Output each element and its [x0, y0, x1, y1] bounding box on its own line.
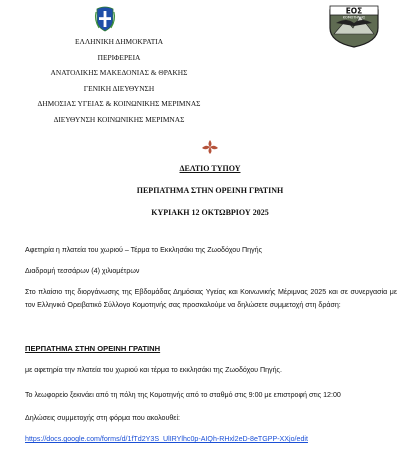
logo-subtext: ΚΟΜΟΤΗΝΗΣ	[342, 15, 366, 20]
authority-line: ΔΙΕΥΘΥΝΣΗ ΚΟΙΝΩΝΙΚΗΣ ΜΕΡΙΜΝΑΣ	[53, 114, 185, 124]
press-release-title: ΔΕΛΤΙΟ ΤΥΠΟΥ	[179, 164, 241, 173]
start-line: με αφετηρία την πλατεία του χωριού και τέρμα το εκκλησάκι της Ζωοδόχου Πηγής.	[25, 366, 282, 374]
duration-line: Διαδρομή τεσσάρων (4) χιλιομέτρων	[25, 267, 140, 275]
issuing-authority	[14, 34, 224, 128]
logo-text: ΕΟΣ	[345, 6, 363, 16]
authority-line: ΑΝΑΤΟΛΙΚΗΣ ΜΑΚΕΔΟΝΙΑΣ & ΘΡΑΚΗΣ	[50, 68, 188, 78]
form-prompt: Δηλώσεις συμμετοχής στη φόρμα που ακολουθεί:	[25, 414, 180, 422]
authority-line: ΕΛΛΗΝΙΚΗ ΔΗΜΟΚΡΑΤΙΑ	[74, 37, 164, 46]
authority-line: ΠΕΡΙΦΕΡΕΙΑ	[97, 52, 141, 62]
greek-emblem-icon	[93, 6, 117, 32]
bus-line: Το λεωφορείο ξεκινάει από τη πόλη της Κομοτηνής από το σταθμό στις 9:00 με επιστροφή στις 12:00	[25, 391, 341, 399]
event-title: ΠΕΡΠΑΤΗΜΑ ΣΤΗΝ ΟΡΕΙΝΗ ΓΡΑΤΙΝΗ	[136, 186, 284, 195]
event-date: ΚΥΡΙΑΚΗ 12 ΟΚΤΩΒΡΙΟΥ 2025	[151, 208, 269, 217]
authority-line: ΔΗΜΟΣΙΑΣ ΥΓΕΙΑΣ & ΚΟΙΝΩΝΙΚΗΣ ΜΕΡΙΜΝΑΣ	[37, 99, 201, 109]
route-line: Αφετηρία η πλατεία του χωριού – Τέρμα το Εκκλησάκι της Ζωοδόχου Πηγής	[25, 246, 263, 254]
ornament-icon	[200, 139, 220, 155]
intro-paragraph: Στο πλαίσιο της διοργάνωσης της Εβδομάδας Δημόσιας Υγείας και Κοινωνικής Μέριμνας 2025 και σε συνεργασία με τον Ελληνικό Ορειβατικό Σύλλογο Κομοτηνής σας προσκαλούμε να δηλώσετε συμμετοχή στη δράση:	[25, 288, 397, 309]
registration-form-link[interactable]: https://docs.google.com/forms/d/1fTd2Y3S_UlIRYlhc0p-AIQh-RHxl2eD-8eTGPP-XXjo/edit	[25, 435, 308, 443]
event-heading: ΠΕΡΠΑΤΗΜΑ ΣΤΗΝ ΟΡΕΙΝΗ ΓΡΑΤΙΝΗ	[25, 344, 161, 353]
authority-line: ΓΕΝΙΚΗ ΔΙΕΥΘΥΝΣΗ	[83, 83, 155, 93]
eos-komotini-logo	[326, 4, 382, 48]
